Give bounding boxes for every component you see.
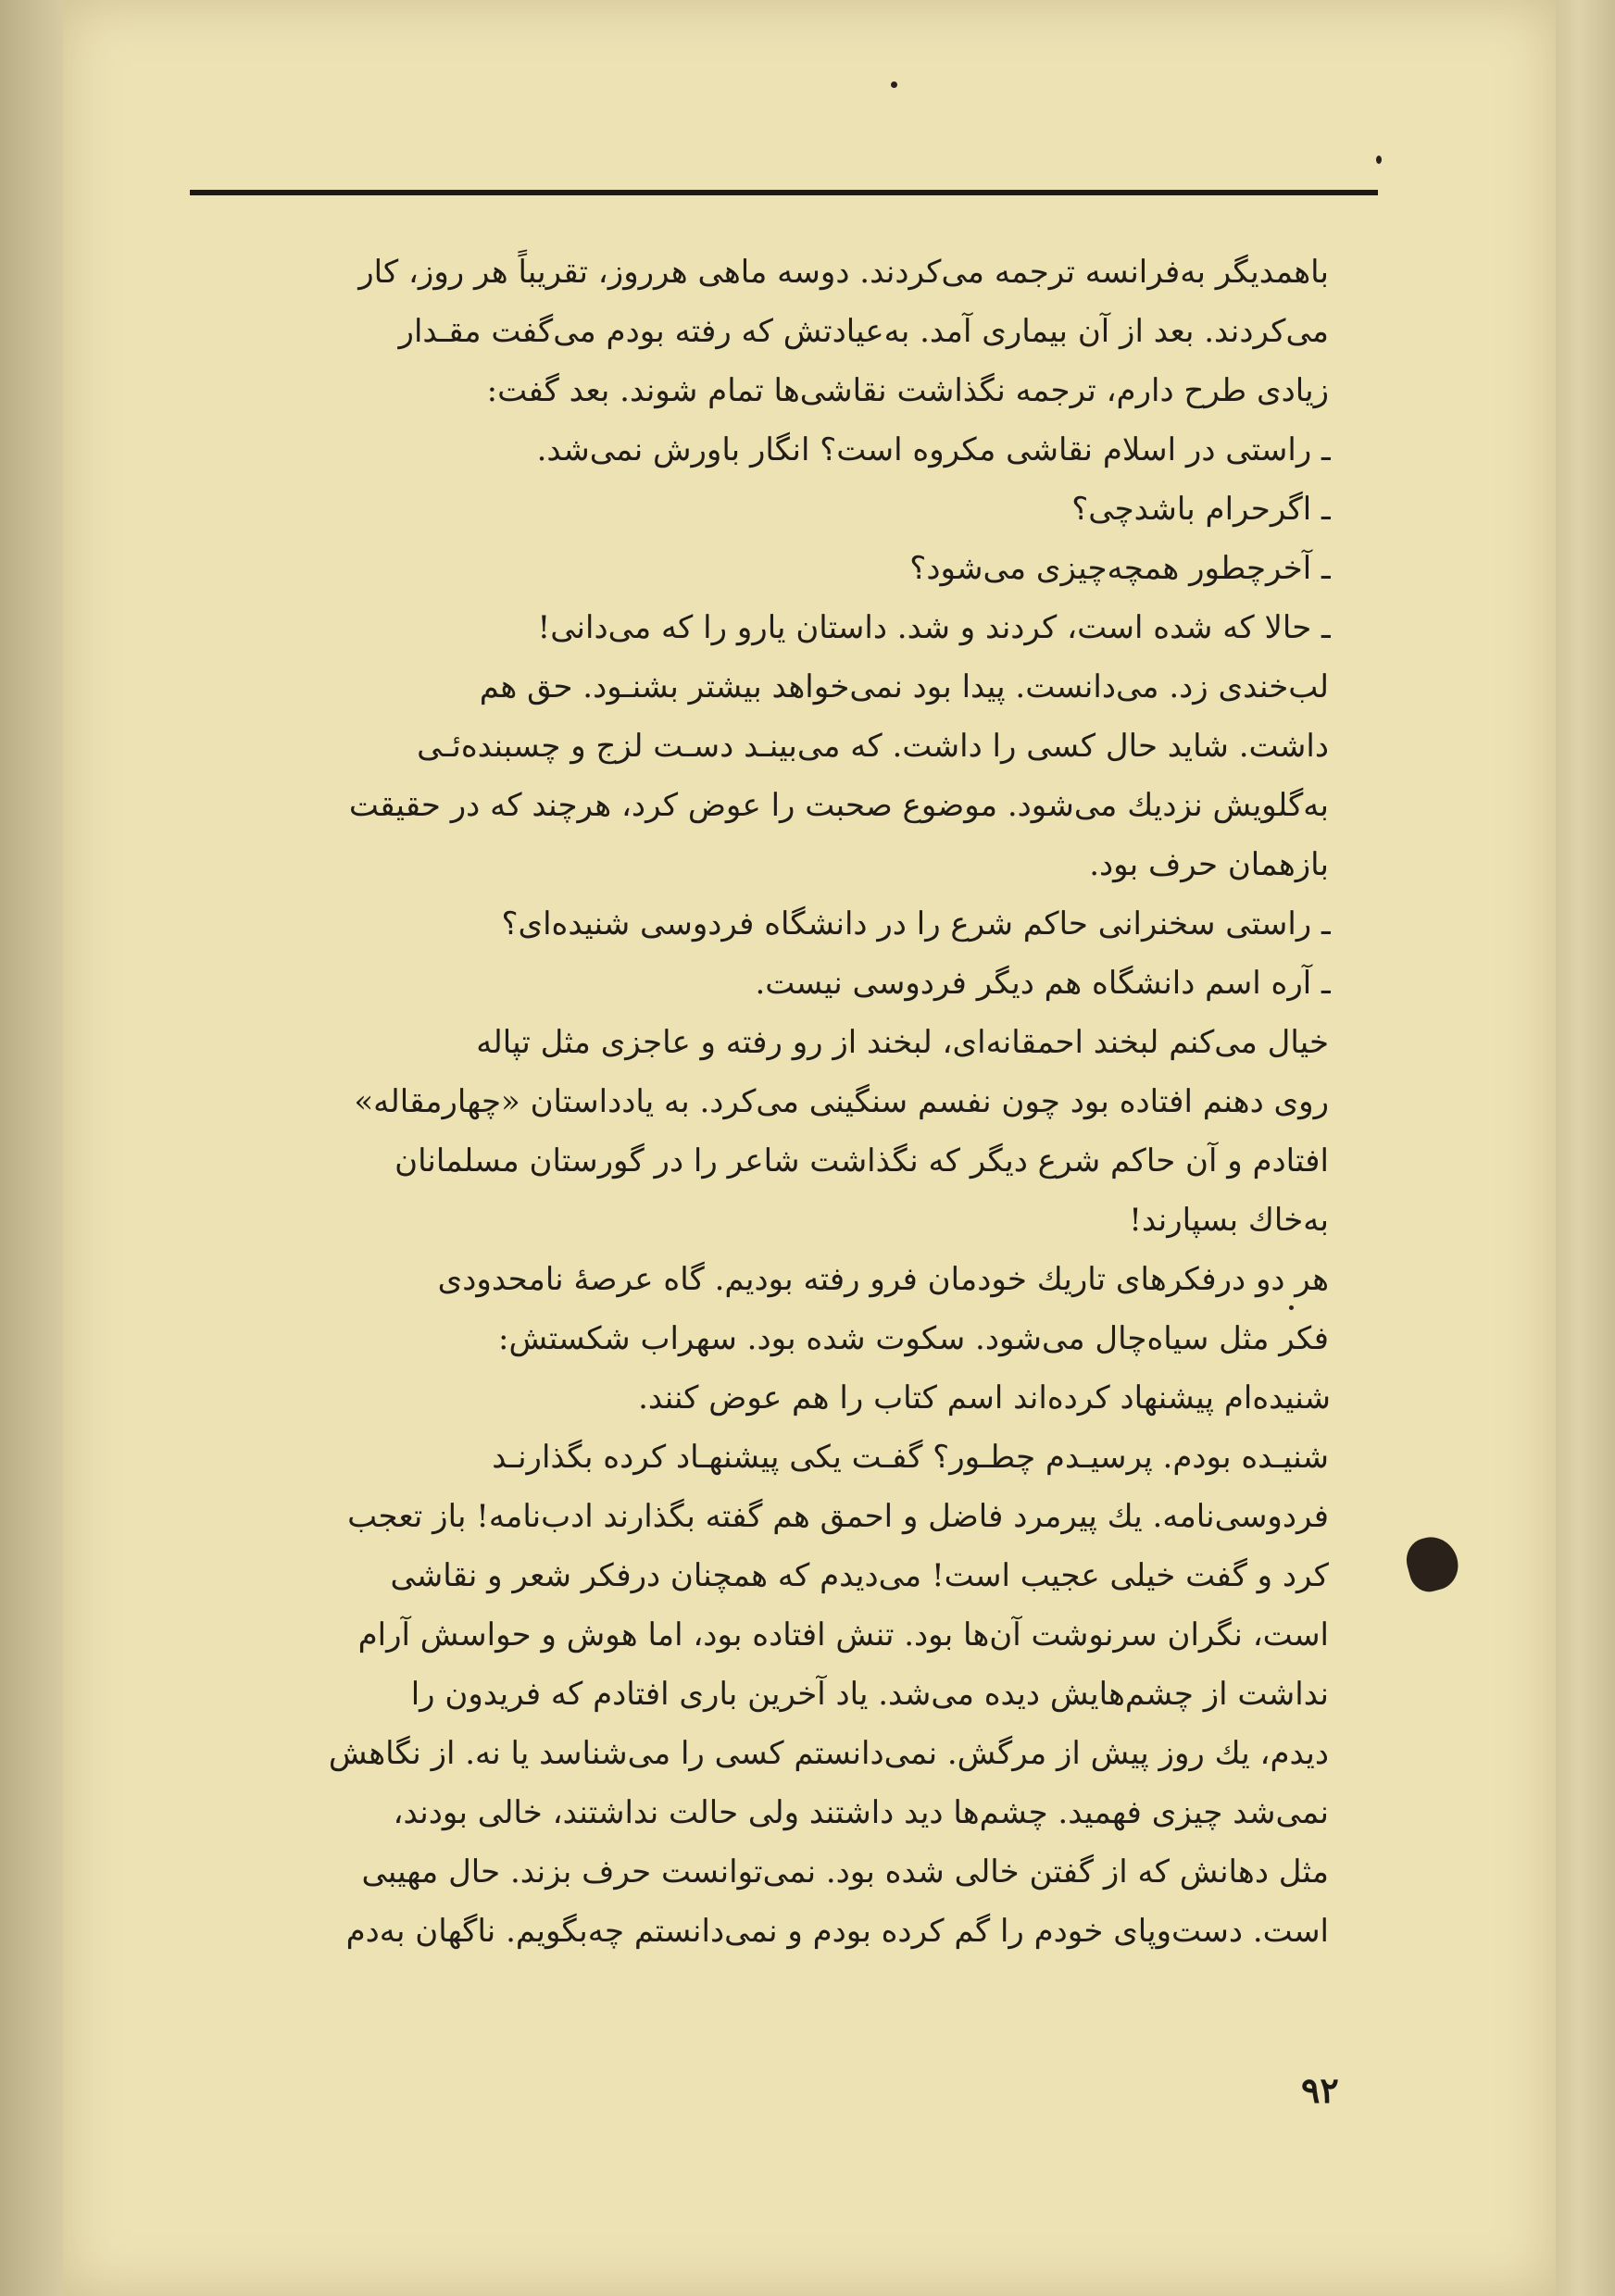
text-line: کرد و گفت خیلی عجیب است! می‌دیدم که همچنان درفکر شعر و نقاشی xyxy=(390,1557,1329,1594)
dialogue-line: ـ آره اسم دانشگاه هم دیگر فردوسی نیست. xyxy=(755,965,1331,1002)
dialogue-line: ـ آخرچطور همچه‌چیزی می‌شود؟ xyxy=(909,550,1331,587)
text-line: مثل دهانش که از گفتن خالی شده بود. نمی‌توانست حرف بزند. حال مهیبی xyxy=(361,1853,1329,1890)
text-line: داشت. شاید حال کسی را داشت. که می‌بینـد دسـت لزج و چسبنده‌ئـی xyxy=(417,728,1329,765)
text-line: افتادم و آن حاکم شرع دیگر که نگذاشت شاعر را در گورستان مسلمانان xyxy=(394,1142,1329,1179)
dialogue-line: ـ اگرحرام باشدچی؟ xyxy=(1071,491,1331,528)
text-line: دیدم، یك روز پیش از مرگش. نمی‌دانستم کسی را می‌شناسد یا نه. از نگاهش xyxy=(328,1735,1329,1772)
header-rule xyxy=(190,190,1378,195)
dialogue-line: ـ راستی سخنرانی حاکم شرع را در دانشگاه فردوسی شنیده‌ای؟ xyxy=(501,905,1331,942)
dialogue-line: ـ حالا که شده است، کردند و شد. داستان یارو را که می‌دانی! xyxy=(537,609,1331,646)
scan-border-right xyxy=(1556,0,1615,2296)
text-line: می‌کردند. بعد از آن بیماری آمد. به‌عیادتش که رفته بودم می‌گفت مقـدار xyxy=(398,313,1329,350)
text-line: باهمدیگر به‌فرانسه ترجمه می‌کردند. دوسه ماهی هرروز، تقریباً هر روز، کار xyxy=(358,254,1329,291)
text-line: زیادی طرح دارم، ترجمه نگذاشت نقاشی‌ها تمام شوند. بعد گفت: xyxy=(486,372,1329,409)
dialogue-line: ـ راستی در اسلام نقاشی مکروه است؟ انگار باورش نمی‌شد. xyxy=(536,431,1331,468)
text-line: است، نگران سرنوشت آن‌ها بود. تنش افتاده بود، اما هوش و حواسش آرام xyxy=(357,1616,1329,1653)
text-line: شنیـده بودم. پرسیـدم چطـور؟ گفـت یکی پیشنهـاد کرده بگذارنـد xyxy=(492,1439,1329,1476)
text-line: بازهمان حرف بود. xyxy=(1089,846,1329,883)
text-line: روی دهنم افتاده بود چون نفسم سنگینی می‌کرد. به یادداستان «چهارمقاله» xyxy=(354,1083,1329,1120)
paper-speck xyxy=(1289,1305,1294,1310)
text-line: خیال می‌کنم لبخند احمقانه‌ای، لبخند از رو رفته و عاجزی مثل تپاله xyxy=(476,1024,1329,1061)
text-line: به‌گلویش نزدیك می‌شود. موضوع صحبت را عوض کرد، هرچند که در حقیقت xyxy=(348,787,1329,824)
text-line: است. دست‌وپای خودم را گم کرده بودم و نمی‌دانستم چه‌بگویم. ناگهان به‌دم xyxy=(345,1913,1329,1950)
text-line: نمی‌شد چیزی فهمید. چشم‌ها دید داشتند ولی حالت نداشتند، خالی بودند، xyxy=(393,1794,1329,1831)
paper-speck xyxy=(1376,156,1382,164)
dialogue-line: شنیده‌ام پیشنهاد کرده‌اند اسم کتاب را هم عوض کنند. xyxy=(638,1379,1331,1416)
text-line: فردوسی‌نامه. یك پیرمرد فاضل و احمق هم گفته بگذارند ادب‌نامه! باز تعجب xyxy=(347,1498,1329,1535)
scan-border-left xyxy=(0,0,65,2296)
text-line: لب‌خندی زد. می‌دانست. پیدا بود نمی‌خواهد بیشتر بشنـود. حق هم xyxy=(479,668,1329,705)
text-line: نداشت از چشم‌هایش دیده می‌شد. یاد آخرین باری افتادم که فریدون را xyxy=(410,1676,1329,1713)
body-text xyxy=(190,243,1329,1961)
page-number: ۹۲ xyxy=(1301,2069,1339,2111)
text-line: فکر مثل سیاه‌چال می‌شود. سکوت شده بود. سهراب شکستش: xyxy=(497,1320,1329,1357)
text-line: به‌خاك بسپارند! xyxy=(1129,1202,1329,1239)
text-line: هر دو درفکرهای تاریك خودمان فرو رفته بودیم. گاه عرصهٔ نامحدودی xyxy=(437,1261,1329,1298)
paper-speck xyxy=(891,81,897,88)
